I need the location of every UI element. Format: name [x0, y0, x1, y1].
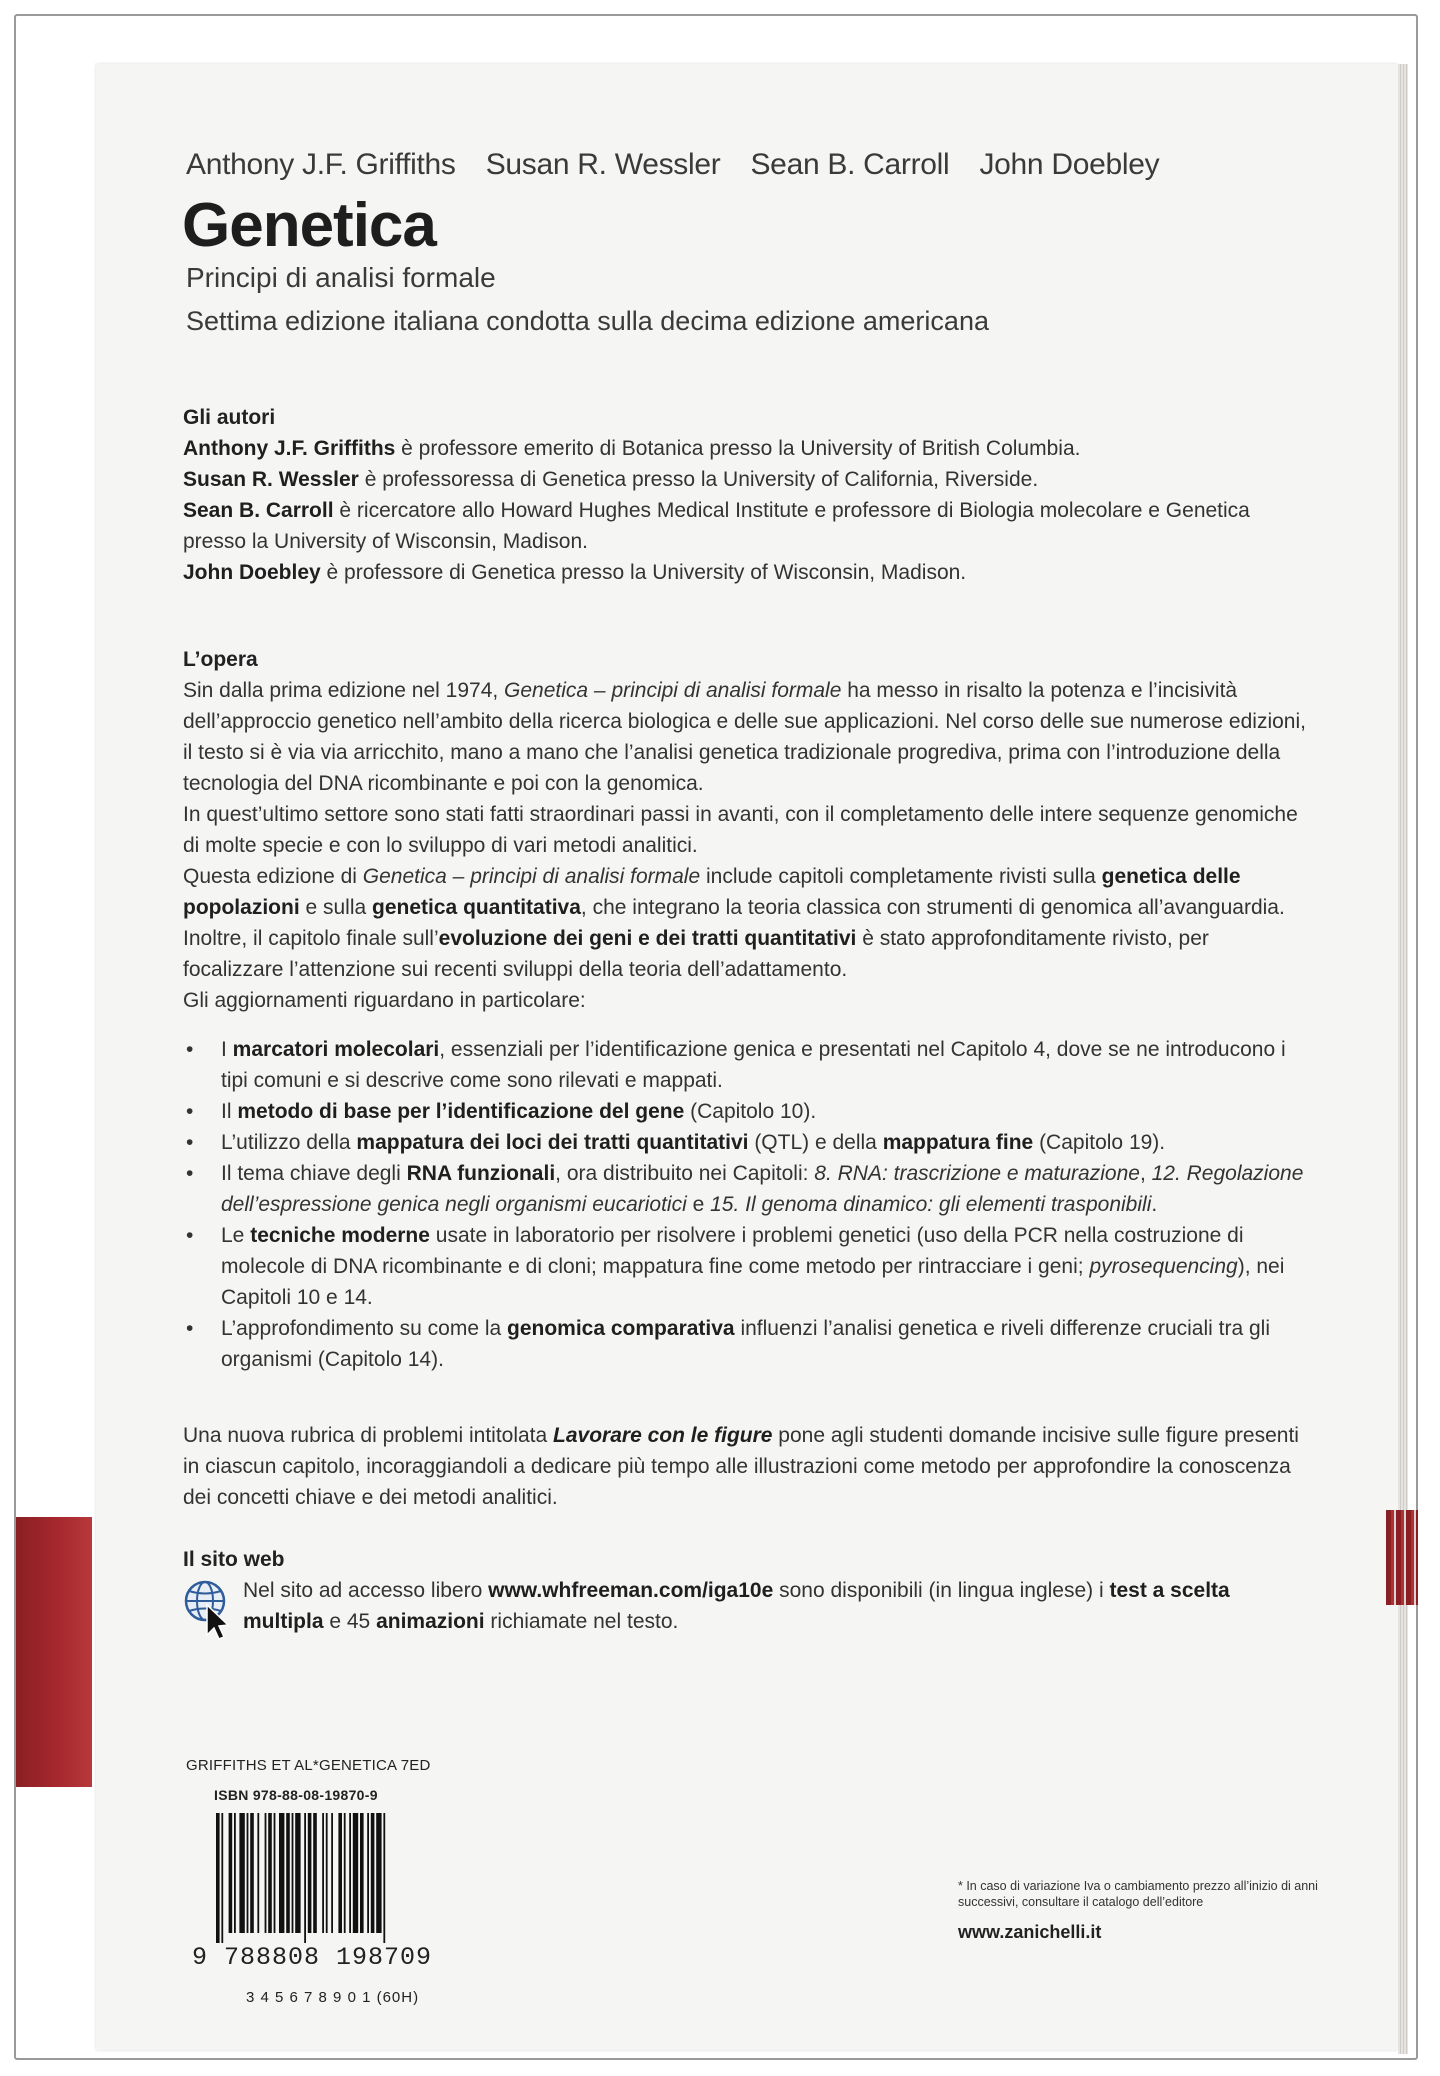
price-code: 3 4 5 6 7 8 9 0 1 (60H) [246, 1989, 420, 2006]
list-item: • Il tema chiave degli RNA funzionali, ora distribuito nei Capitoli: 8. RNA: trascrizione e maturazione, 12. Regolazione dell’espressione genica negli organismi eucariotici e 15. Il genoma dinamico: gli elementi trasponibili. [183, 1158, 1313, 1220]
barcode-bar [234, 1813, 236, 1933]
barcode-bar [349, 1813, 351, 1933]
author-name: Susan R. Wessler [485, 148, 721, 181]
list-item: • Il metodo di base per l’identificazione del gene (Capitolo 10). [183, 1096, 1313, 1127]
barcode-bar [265, 1813, 267, 1933]
authors-section [183, 402, 1313, 588]
barcode-bar [308, 1813, 312, 1933]
barcode-bar [286, 1813, 290, 1933]
opera-heading: L’opera [183, 648, 258, 671]
web-section [183, 1544, 1313, 1637]
author-bio-name: Anthony J.F. Griffiths [183, 437, 396, 460]
opera-paragraph-2: In quest’ultimo settore sono stati fatti straordinari passi in avanti, con il completamento delle intere sequenze genomiche di molte specie e con lo sviluppo di vari metodi analitici. [183, 803, 1298, 857]
edition-note: Settima edizione italiana condotta sulla decima edizione americana [186, 306, 989, 336]
web-heading: Il sito web [183, 1548, 285, 1571]
author-name: Sean B. Carroll [750, 148, 950, 181]
barcode-bar [371, 1813, 375, 1933]
barcode-bar [274, 1813, 276, 1933]
barcode-bar [250, 1813, 254, 1933]
book-title: Genetica [182, 191, 436, 260]
list-item: • Le tecniche moderne usate in laboratorio per risolvere i problemi genetici (uso della PCR nella costruzione di molecole di DNA ricombinante e di cloni; mappatura fine come metodo per rintracciare i geni; pyrosequencing), nei Capitoli 10 e 14. [183, 1220, 1313, 1313]
barcode-bar [331, 1813, 333, 1933]
author-bio-name: John Doebley [183, 561, 321, 584]
author-bio [183, 464, 1313, 495]
barcode-bar [360, 1813, 364, 1933]
author-bio-text: è professore di Genetica presso la University of Wisconsin, Madison. [320, 561, 967, 584]
barcode-bar [313, 1813, 317, 1933]
cover-authors [186, 148, 1181, 182]
barcode [214, 1813, 440, 1943]
globe-cursor-icon [183, 1579, 235, 1641]
author-bio-name: Susan R. Wessler [183, 468, 359, 491]
book-subtitle: Principi di analisi formale [186, 262, 496, 293]
barcode-bar [367, 1813, 369, 1933]
publisher-site[interactable]: www.zanichelli.it [958, 1922, 1102, 1942]
authors-heading: Gli autori [183, 406, 276, 429]
barcode-digits: 9 788808 198709 [192, 1943, 433, 1972]
list-item: • I marcatori molecolari, essenziali per l’identificazione genica e presentati nel Capitolo 4, dove se ne introducono i tipi comuni e si descrive come sono rilevati e mappati. [183, 1034, 1313, 1096]
opera-paragraph-4: Gli aggiornamenti riguardano in particolare: [183, 989, 586, 1012]
isbn-number: ISBN 978-88-08-19870-9 [214, 1787, 378, 1803]
author-name: Anthony J.F. Griffiths [186, 148, 456, 181]
author-bio [183, 557, 1313, 588]
updates-list [183, 1034, 1313, 1375]
price-note: * In caso di variazione Iva o cambiamento prezzo all’inizio di anni successivi, consultare il catalogo dell’editore [958, 1879, 1318, 1909]
barcode-bar [383, 1813, 385, 1943]
author-bio-name: Sean B. Carroll [183, 499, 334, 522]
red-band-right [1386, 1510, 1418, 1605]
author-bio-text: è professoressa di Genetica presso la University of California, Riverside. [358, 468, 1039, 491]
author-name: John Doebley [979, 148, 1160, 181]
barcode-bar [295, 1813, 300, 1933]
barcode-bar [338, 1813, 342, 1933]
rubrica-paragraph: Una nuova rubrica di problemi intitolata Lavorare con le figure pone agli studenti domande incisive sulle figure presenti in ciascun capitolo, incoraggiandoli a dedicare più tempo alle illustrazioni come metodo per approfondire la conoscenza dei concetti chiave e dei metodi analitici. [183, 1424, 1299, 1509]
barcode-bar [322, 1813, 324, 1933]
barcode-bar [216, 1813, 220, 1943]
barcode-bar [344, 1813, 346, 1933]
barcode-bar [304, 1813, 306, 1943]
barcode-bar [221, 1813, 223, 1943]
barcode-bar [239, 1813, 244, 1933]
web-text: Nel sito ad accesso libero www.whfreeman.com/iga10e sono disponibili (in lingua inglese) i test a scelta multipla e 45 animazioni richiamate nel testo. [183, 1575, 1313, 1637]
barcode-bar [292, 1813, 294, 1933]
red-band-left [16, 1517, 92, 1787]
isbn-block [186, 1757, 433, 2006]
list-item: • L’approfondimento su come la genomica comparativa influenzi l’analisi genetica e riveli differenze cruciali tra gli organismi (Capitolo 14). [183, 1313, 1313, 1375]
isbn-title: GRIFFITHS ET AL*GENETICA 7ED [186, 1757, 431, 1774]
opera-paragraph-3: Questa edizione di Genetica – principi di analisi formale include capitoli completamente rivisti sulla genetica delle popolazioni e sulla genetica quantitativa, che integrano la teoria classica con strumenti di genomica all’avanguardia. Inoltre, il capitolo finale sull’evoluzione dei geni e dei tratti quantitativi è stato approfonditamente rivisto, per focalizzare l’attenzione sui recenti sviluppi della teoria dell’adattamento. [183, 865, 1285, 981]
web-url[interactable]: www.whfreeman.com/iga10e [488, 1579, 774, 1602]
barcode-bar [247, 1813, 249, 1933]
barcode-bar [326, 1813, 328, 1933]
barcode-bar [268, 1813, 272, 1933]
barcode-bar [353, 1813, 358, 1933]
barcode-bar [257, 1813, 259, 1933]
page-edge [1398, 64, 1408, 2054]
barcode-bar [376, 1813, 381, 1933]
author-bio-text: è professore emerito di Botanica presso la University of British Columbia. [395, 437, 1081, 460]
barcode-bar [279, 1813, 284, 1933]
author-bio [183, 495, 1313, 557]
author-bio [183, 433, 1313, 464]
author-bio-text: è ricercatore allo Howard Hughes Medical Institute e professore di Biologia molecolare e Genetica presso la University of Wisconsin, Madison. [183, 499, 1250, 553]
barcode-bar [229, 1813, 233, 1933]
opera-section [183, 644, 1313, 1016]
list-item: • L’utilizzo della mappatura dei loci dei tratti quantitativi (QTL) e della mappatura fine (Capitolo 19). [183, 1127, 1313, 1158]
opera-paragraph-1: Sin dalla prima edizione nel 1974, Genetica – principi di analisi formale ha messo in risalto la potenza e l’incisività dell’approccio genetico nell’ambito della ricerca biologica e delle sue applicazioni. Nel corso delle sue numerose edizioni, il testo si è via via arricchito, mano a mano che l’analisi genetica tradizionale progrediva, prima con l’introduzione della tecnologia del DNA ricombinante e poi con la genomica. [183, 679, 1306, 795]
